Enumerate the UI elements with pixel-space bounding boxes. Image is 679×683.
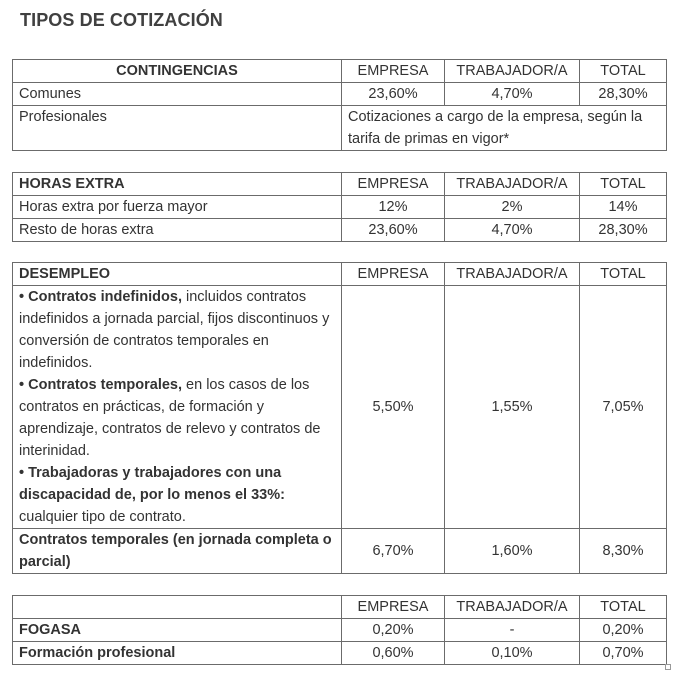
total-value: 0,20% (580, 619, 667, 642)
item-bold-text: Trabajadoras y trabajadores con una discapacidad de, por lo menos el 33%: (19, 465, 285, 503)
column-header-empresa: EMPRESA (342, 263, 445, 286)
column-header-trabajador: TRABAJADOR/A (445, 263, 580, 286)
resize-handle-icon (665, 664, 671, 670)
row-label: Contratos temporales (en jornada completa o parcial) (13, 529, 342, 574)
profesionales-note: Cotizaciones a cargo de la empresa, según la tarifa de primas en vigor* (342, 106, 667, 151)
column-header-total: TOTAL (580, 596, 667, 619)
column-header-empresa: EMPRESA (342, 173, 445, 196)
column-header-trabajador: TRABAJADOR/A (445, 60, 580, 83)
table-row (13, 642, 667, 665)
trabajador-value: 2% (445, 196, 580, 219)
item-bold-text: Contratos indefinidos, (28, 289, 182, 305)
desempleo-table (12, 262, 667, 574)
total-value: 28,30% (580, 219, 667, 242)
table-row (13, 286, 667, 529)
column-header-empresa: EMPRESA (342, 596, 445, 619)
empresa-value: 23,60% (342, 219, 445, 242)
table-row (13, 529, 667, 574)
trabajador-value: 4,70% (445, 219, 580, 242)
total-value: 0,70% (580, 642, 667, 665)
table-row (13, 106, 667, 151)
item-bold-text: Contratos temporales, (28, 377, 183, 393)
row-label: Profesionales (13, 106, 342, 151)
column-header-trabajador: TRABAJADOR/A (445, 596, 580, 619)
column-header-total: TOTAL (580, 60, 667, 83)
trabajador-value: 1,55% (445, 286, 580, 529)
row-label: Resto de horas extra (13, 219, 342, 242)
trabajador-value: 0,10% (445, 642, 580, 665)
empresa-value: 0,20% (342, 619, 445, 642)
column-header-total: TOTAL (580, 173, 667, 196)
list-item (19, 374, 335, 462)
total-value: 28,30% (580, 83, 667, 106)
empresa-value: 23,60% (342, 83, 445, 106)
empresa-value: 6,70% (342, 529, 445, 574)
trabajador-value: - (445, 619, 580, 642)
empresa-value: 5,50% (342, 286, 445, 529)
column-header-empresa: EMPRESA (342, 60, 445, 83)
section-heading: CONTINGENCIAS (13, 60, 342, 83)
list-item (19, 286, 335, 374)
empty-header-cell (13, 596, 342, 619)
trabajador-value: 1,60% (445, 529, 580, 574)
row-label: Comunes (13, 83, 342, 106)
table-header-row (13, 173, 667, 196)
list-item (19, 462, 335, 528)
table-header-row (13, 60, 667, 83)
table-row (13, 219, 667, 242)
table-row (13, 83, 667, 106)
page-title: TIPOS DE COTIZACIÓN (20, 10, 223, 30)
section-heading: HORAS EXTRA (13, 173, 342, 196)
table-row (13, 196, 667, 219)
column-header-total: TOTAL (580, 263, 667, 286)
total-value: 14% (580, 196, 667, 219)
table-header-row (13, 596, 667, 619)
horas-extra-table (12, 172, 667, 242)
table-row (13, 619, 667, 642)
row-label: FOGASA (13, 619, 342, 642)
trabajador-value: 4,70% (445, 83, 580, 106)
item-text: en los casos de los contratos en prácticas, de formación y aprendizaje, contratos de relevo y contratos de interinidad. (19, 377, 321, 459)
row-label: Formación profesional (13, 642, 342, 665)
bullet-icon: • (19, 465, 25, 481)
contingencias-table (12, 59, 667, 151)
column-header-trabajador: TRABAJADOR/A (445, 173, 580, 196)
total-value: 8,30% (580, 529, 667, 574)
empresa-value: 0,60% (342, 642, 445, 665)
empresa-value: 12% (342, 196, 445, 219)
table-header-row (13, 263, 667, 286)
otros-table (12, 595, 667, 665)
total-value: 7,05% (580, 286, 667, 529)
section-heading: DESEMPLEO (13, 263, 342, 286)
bullet-icon: • (19, 289, 25, 305)
row-label: Horas extra por fuerza mayor (13, 196, 342, 219)
item-text: incluidos contratos indefinidos a jornada parcial, fijos discontinuos y conversión de contratos temporales en indefinidos. (19, 289, 330, 371)
item-text: cualquier tipo de contrato. (19, 509, 186, 525)
desempleo-contract-list (13, 286, 342, 529)
bullet-icon: • (19, 377, 25, 393)
